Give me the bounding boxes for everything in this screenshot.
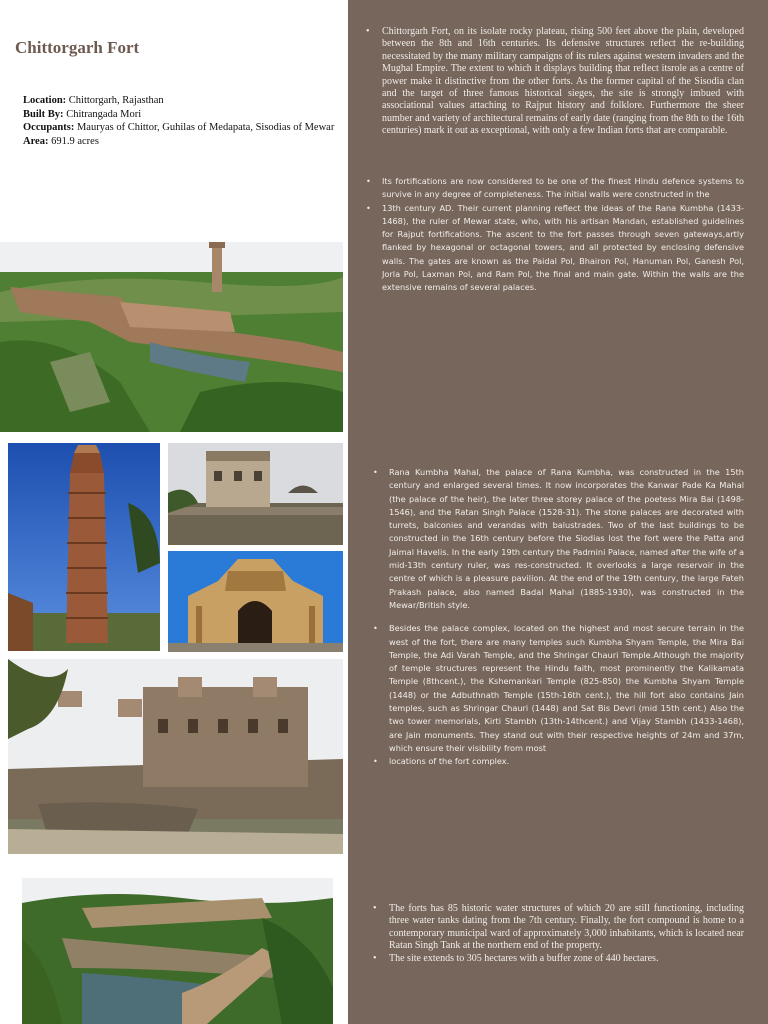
list-item: • Besides the palace complex, located on the highest and most secure terrain in the west of the fort, there are many temples such Kumbha Shyam Temple, the Mira Bai Temple, the Adi Varah Temple, and the Shringar Chauri Temple.Although the majority of temple structures represent the Hindu faith, most prominently the Kalikamata Temple (8thcent.), the Kshemankari Temple (825-850) the Kumbha Shyam Temple (1448) or the Adbuthnath Temple (15th-16th cent.), the hill fort also contains Jain temples, such as Shringar Chauri (1448) and Sat Bis Devri (mid 15th cent.) Also the two tower memorials, Kirti Stambh (13th-14thcent.) and Vijay Stambh (1433-1468), are Jain monuments. They stand out with their respective heights of 24m and 37m, which ensure their visibility from most [373, 622, 744, 755]
palaces-temples-list [373, 466, 744, 769]
list-item: • Chittorgarh Fort, on its isolate rocky plateau, rising 500 feet above the plain, developed between the 8th and 16th centuries. Its defensive structures reflect the re-building necessitated by the many military campaigns of its rulers against western invaders and the Mughal Empire. The extent to which it displays building that reflect itsrole as a centre of power make it distinctive from the other forts. As the former capital of the Sisodia clan and the target of three famous historical sieges, the site is strongly imbued with associational values attaching to Rajput history and folklore. Furthermore the sheer number and variety of architectural remains of early date (ranging from the 8th to the 16th centuries) mark it out as exceptional, with only a few Indian forts that are comparable. [366, 26, 744, 138]
list-item: • Its fortifications are now considered to be one of the finest Hindu defence systems to survive in any degree of completeness. The initial walls were constructed in the [366, 175, 744, 202]
palace-building-photo [8, 659, 343, 854]
area-value: 691.9 acres [51, 135, 99, 147]
left-panel [0, 0, 348, 1024]
page-title: Chittorgarh Fort [15, 38, 140, 57]
built-value: Chitrangada Mori [66, 108, 142, 120]
location-row [23, 94, 343, 108]
area-row [23, 135, 343, 149]
built-row [23, 108, 343, 122]
built-label: Built By: [23, 108, 64, 120]
list-item: • locations of the fort complex. [373, 755, 744, 768]
water-reservoir-photo [22, 878, 333, 1024]
list-item: • The site extends to 305 hectares with a buffer zone of 440 hectares. [373, 953, 744, 965]
history-list [366, 26, 744, 138]
location-label: Location: [23, 95, 67, 106]
list-item: • Rana Kumbha Mahal, the palace of Rana Kumbha, was constructed in the 15th century and enlarged several times. It now incorporates the Kanwar Pade Ka Mahal (the palace of the heir), the later three storey palace of the poetess Mira Bai (1498-1546), and the Ratan Singh Palace (1528-31). The stone palaces are decorated with turrets, balconies and verandas with balustrades. Two of the last buildings to be constructed in the 16th century before the Siodias lost the fort were the Patta and Jaimal Havelis. In the early 19th century the Padmini Palace, named after the wife of a mid-13th century ruler, was res-constructed. It overlooks a large reservoir in the centre of which is a pleasure pavilion. At the end of the 19th century, the large Fateh Prakash palace, also named Badal Mahal (1885-1930), was constructed in the Mewar/British style. [373, 466, 744, 612]
palace-ruins-photo [168, 443, 343, 545]
list-item: • 13th century AD. Their current planning reflect the ideas of the Rana Kumbha (1433-1468), the ruler of Mewar state, who, with his artisan Mandan, established guidelines for Rajput fortifications. The ascent to the fort passes through seven gateways,artly flanked by hexagonal or octagonal towers, and all protected by enclosing defensive walls. The gates are known as the Paidal Pol, Bhairon Pol, Hanuman Pol, Ganesh Pol, Jorla Pol, Laxman Pol, and Ram Pol, the final and main gate. Within the walls are the extensive remains of several palaces. [366, 202, 744, 295]
list-item: • The forts has 85 historic water structures of which 20 are still functioning, including three water tanks dating from the 7th century. Finally, the fort compound is home to a contemporary municipal ward of approximately 3,000 inhabitants, which is located near Ratan Singh Tank at the northern end of the property. [373, 903, 744, 953]
location-value: Chittorgarh, Rajasthan [68, 95, 164, 106]
fort-panorama-photo [0, 242, 343, 432]
occupants-value: Mauryas of Chittor, Guhilas of Medapata, Sisodias of Mewar [76, 122, 335, 133]
area-label: Area: [23, 135, 49, 147]
fortifications-list [366, 175, 744, 295]
fort-info [23, 94, 343, 148]
occupants-label: Occupants: [23, 122, 75, 133]
right-panel [348, 0, 768, 1024]
vijay-stambh-photo [8, 443, 160, 651]
temple-facade-photo [168, 551, 343, 652]
water-structures-list [373, 903, 744, 965]
occupants-row [23, 121, 343, 135]
